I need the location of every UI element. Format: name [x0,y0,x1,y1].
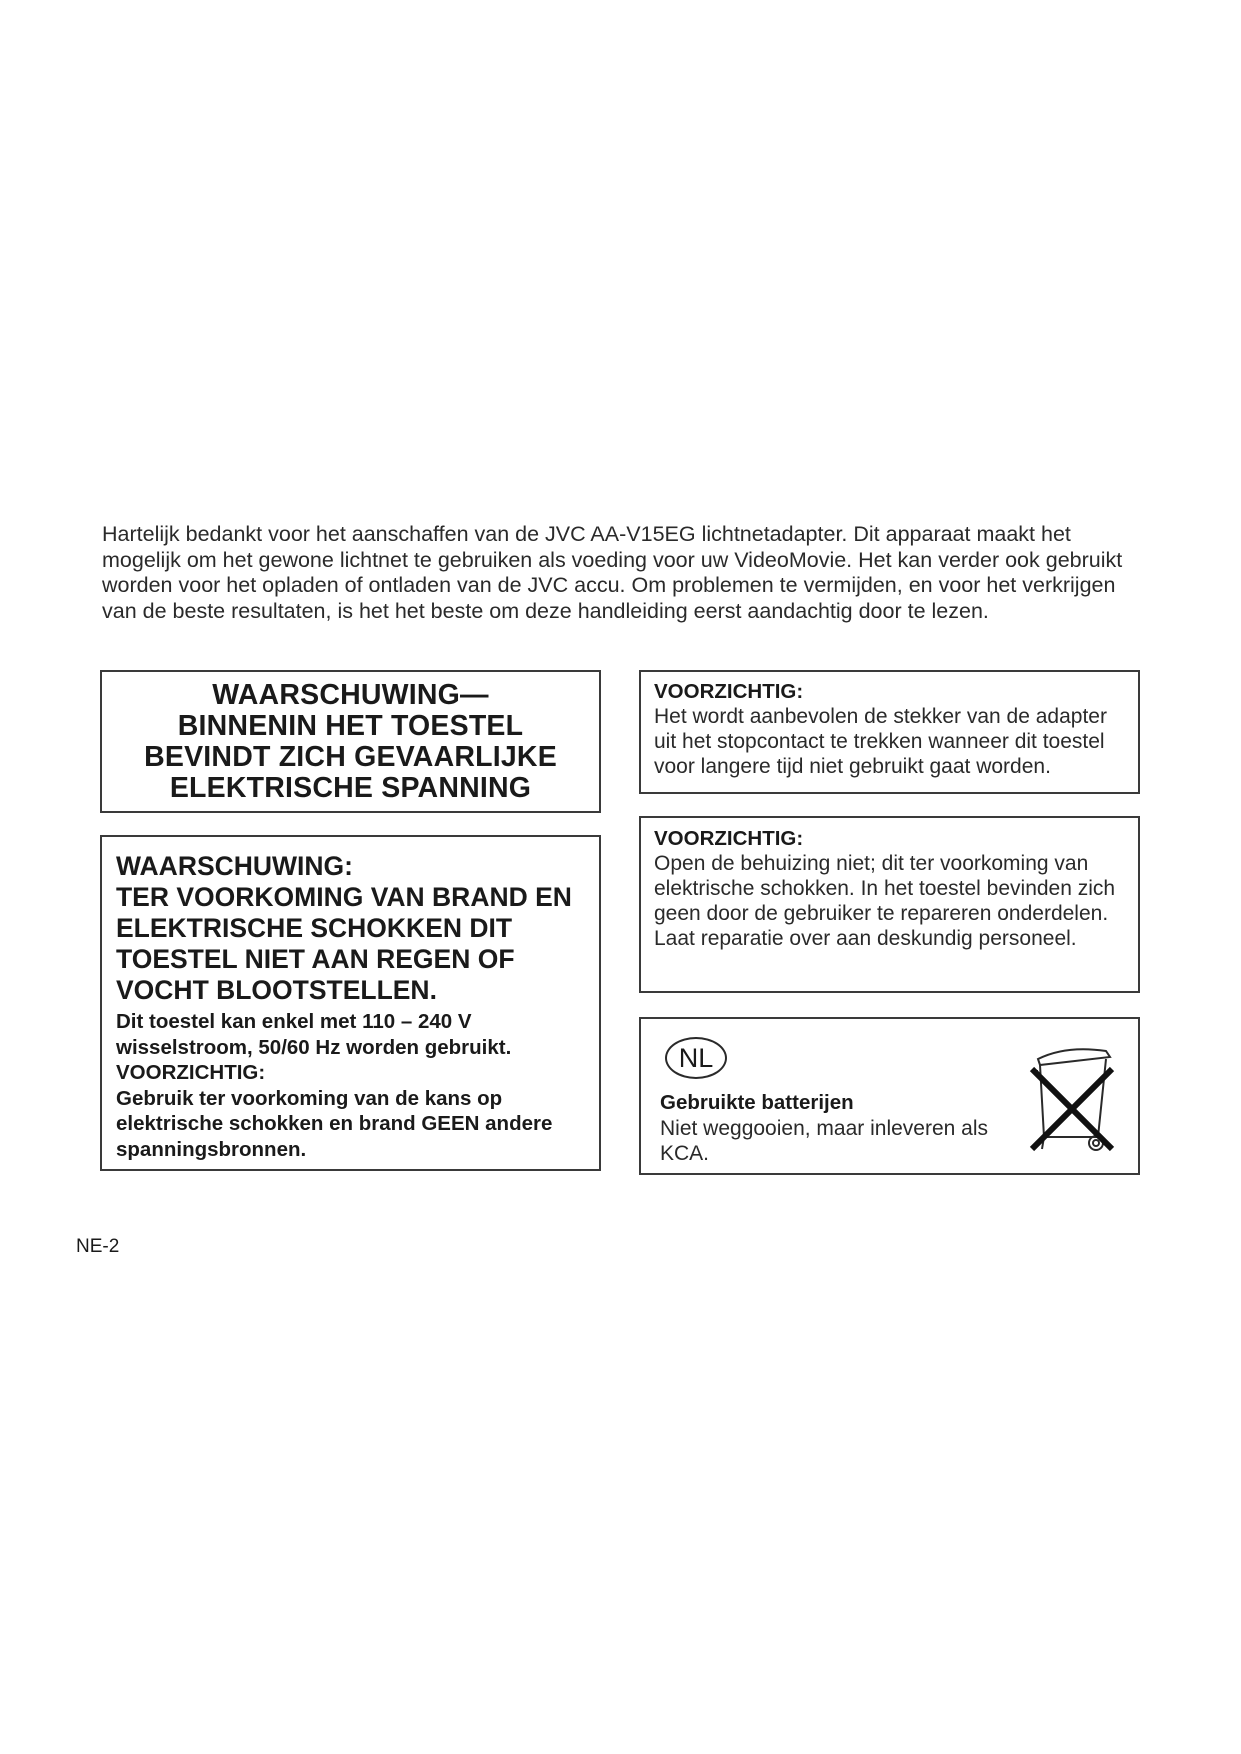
warning-heading-line: TOESTEL NIET AAN REGEN OF [116,944,515,974]
warning-line: ELEKTRISCHE SPANNING [169,771,532,804]
battery-title: Gebruikte batterijen [660,1091,854,1114]
warning-line: BEVINDT ZICH GEVAARLIJKE [144,740,557,773]
warning-heading-line: ELEKTRISCHE SCHOKKEN DIT [116,913,513,943]
warning-line: WAARSCHUWING— [212,678,489,711]
battery-disposal-box [639,1017,1140,1175]
caution-text: Open de behuizing niet; dit ter voorkoming van elektrische schokken. In het toestel bevinden zich geen door de gebruiker te repareren onderdelen. Laat reparatie over aan deskundig personeel. [654,852,1116,950]
page-number: NE-2 [76,1236,120,1257]
warning-heading-line: WAARSCHUWING: [116,851,353,881]
warning-internal-voltage-box [100,670,601,813]
warning-line: BINNENIN HET TOESTEL [177,709,524,742]
intro-paragraph: Hartelijk bedankt voor het aanschaffen van de JVC AA-V15EG lichtnetadapter. Dit apparaat maakt het mogelijk om het gewone lichtnet te gebruiken als voeding voor uw VideoMovie. Het kan verder ook gebruikt worden voor het opladen of ontladen van de JVC accu. Om problemen te vermijden, en voor het verkrijgen van de beste resultaten, is het het beste om deze handleiding eerst aandachtig door te lezen. [102,522,1123,623]
crossed-out-wheelie-bin-icon [1026,1037,1126,1157]
voltage-text: Dit toestel kan enkel met 110 – 240 V wisselstroom, 50/60 Hz worden gebruikt. [116,1010,512,1059]
warning-heading-line: TER VOORKOMING VAN BRAND EN [116,882,572,912]
caution-label: VOORZICHTIG: [116,1061,266,1084]
caution-unplug-box [639,670,1140,794]
warning-heading-line: VOCHT BLOOTSTELLEN. [116,975,437,1005]
caution-title: VOORZICHTIG: [654,827,804,850]
battery-text: Niet weggooien, maar inleveren als KCA. [660,1117,989,1165]
caution-title: VOORZICHTIG: [654,680,804,703]
caution-housing-box [639,816,1140,993]
caution-text: Gebruik ter voorkoming van de kans op elektrische schokken en brand GEEN andere spanningsbronnen. [116,1086,553,1161]
warning-fire-shock-box [100,835,601,1171]
caution-text: Het wordt aanbevolen de stekker van de adapter uit het stopcontact te trekken wanneer dit toestel voor langere tijd niet gebruikt gaat worden. [654,705,1107,778]
nl-country-badge: NL [665,1037,727,1079]
